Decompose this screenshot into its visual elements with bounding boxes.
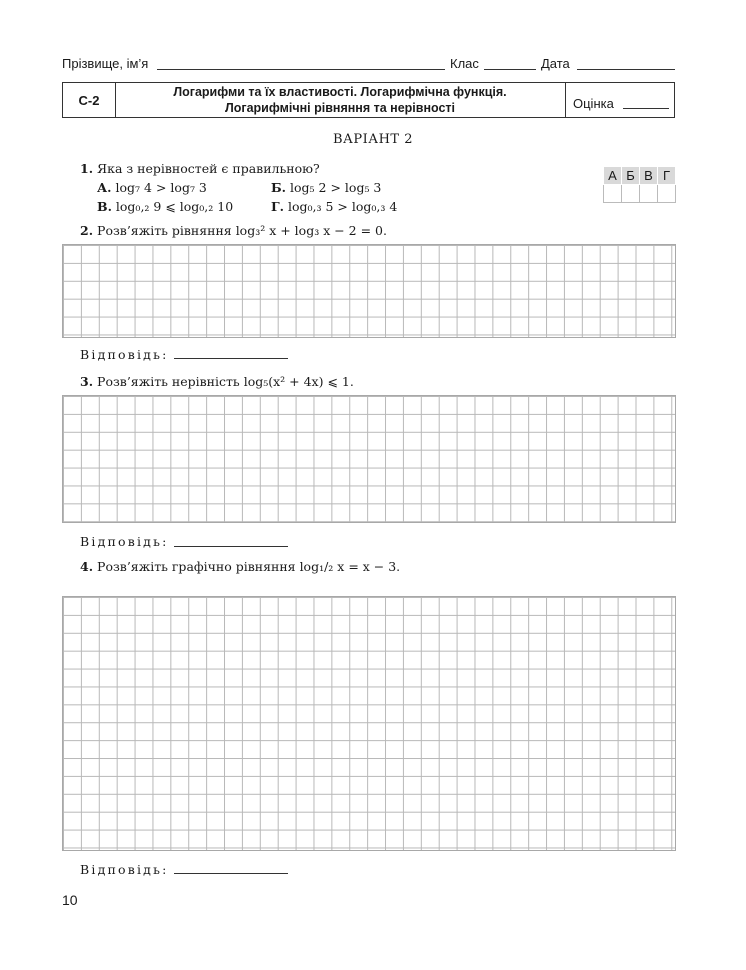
question-text: Розв’яжіть нерівність — [97, 374, 240, 389]
answer-cell-g[interactable] — [658, 185, 676, 203]
work-grid-3[interactable] — [62, 395, 676, 523]
grade-label: Оцінка — [573, 96, 614, 111]
answer-cell-b[interactable] — [622, 185, 640, 203]
question-2 — [80, 223, 387, 238]
option-expr: log₀,₂ 9 ⩽ log₀,₂ 10 — [115, 199, 234, 214]
answer-field-3[interactable] — [174, 546, 288, 547]
answer-table — [603, 166, 676, 203]
option-g — [271, 199, 397, 214]
question-text: Розв’яжіть графічно рівняння — [97, 559, 296, 574]
grade-field[interactable] — [623, 108, 669, 109]
option-letter: Б. — [271, 180, 287, 195]
option-expr: log₅ 2 > log₅ 3 — [290, 180, 382, 195]
option-b — [271, 180, 381, 195]
variant-title: ВАРІАНТ 2 — [332, 132, 414, 147]
title-line-2: Логарифмічні рівняння та нерівності — [224, 101, 456, 115]
question-number: 3. — [80, 374, 94, 389]
question-expr: log₃² x + log₃ x − 2 = 0. — [235, 223, 387, 238]
question-number: 2. — [80, 223, 94, 238]
answer-field-2[interactable] — [174, 358, 288, 359]
question-text: Яка з нерівностей є правильною? — [97, 161, 320, 176]
answer-label: Відповідь: — [80, 534, 169, 549]
page-number: 10 — [62, 892, 78, 908]
answer-letter-v: В — [640, 167, 658, 185]
answer-line-2 — [80, 347, 169, 362]
class-label: Клас — [450, 56, 479, 71]
option-letter: В. — [97, 199, 112, 214]
date-field[interactable] — [577, 69, 675, 70]
question-4 — [80, 559, 400, 574]
work-code: С-2 — [63, 83, 116, 117]
work-grid-4[interactable] — [62, 596, 676, 851]
question-expr: log₅(x² + 4x) ⩽ 1. — [243, 374, 354, 389]
question-1 — [80, 161, 320, 176]
answer-field-4[interactable] — [174, 873, 288, 874]
answer-letter-b: Б — [622, 167, 640, 185]
option-a — [97, 180, 207, 195]
question-expr: log₁/₂ x = x − 3. — [299, 559, 401, 574]
question-number: 1. — [80, 161, 94, 176]
answer-line-4 — [80, 862, 169, 877]
answer-cell-a[interactable] — [604, 185, 622, 203]
answer-letter-g: Г — [658, 167, 676, 185]
title-box — [62, 82, 675, 118]
answer-cell-v[interactable] — [640, 185, 658, 203]
title-line-1: Логарифми та їх властивості. Логарифмічна функція. — [173, 85, 507, 99]
answer-label: Відповідь: — [80, 862, 169, 877]
question-3 — [80, 374, 354, 389]
question-text: Розв’яжіть рівняння — [97, 223, 232, 238]
class-field[interactable] — [484, 69, 536, 70]
answer-letter-a: А — [604, 167, 622, 185]
option-letter: Г. — [271, 199, 284, 214]
name-label: Прізвище, ім’я — [62, 56, 149, 71]
answer-line-3 — [80, 534, 169, 549]
answer-label: Відповідь: — [80, 347, 169, 362]
name-field[interactable] — [157, 69, 445, 70]
option-v — [97, 199, 233, 214]
option-expr: log₇ 4 > log₇ 3 — [115, 180, 207, 195]
option-letter: А. — [97, 180, 112, 195]
work-grid-2[interactable] — [62, 244, 676, 338]
option-expr: log₀,₃ 5 > log₀,₃ 4 — [287, 199, 398, 214]
work-title — [115, 83, 566, 117]
question-number: 4. — [80, 559, 94, 574]
date-label: Дата — [541, 56, 570, 71]
